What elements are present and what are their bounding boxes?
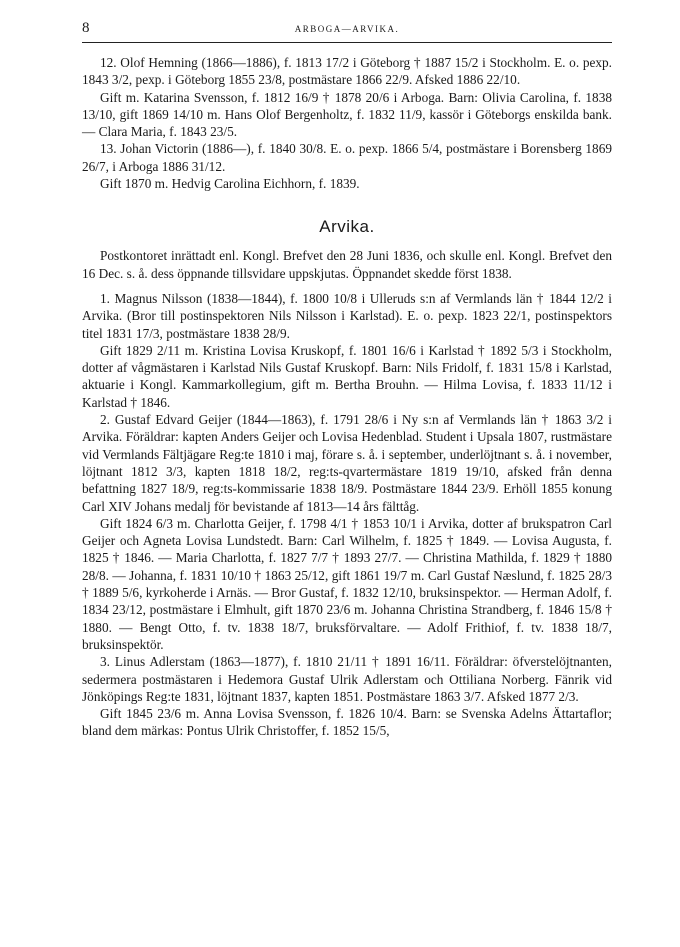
entry-paragraph: Gift 1829 2/11 m. Kristina Lovisa Kruskopf, f. 1801 16/6 i Karlstad † 1892 5/3 i Stockholm, dotter af vågmästaren i Karlstad Nils Gustaf Kruskopf. Barn: Nils Fridolf, f. 1831 15/8 i Karlstad, aktuarie i Kongl. Kammarkollegium, gift m. Bertha Brouhn. — Hilma Lovisa, f. 1833 11/12 i Karlstad † 1846. bbox=[82, 342, 612, 410]
entry-arvika-3 bbox=[82, 653, 612, 739]
entry-paragraph: Gift m. Katarina Svensson, f. 1812 16/9 † 1878 20/6 i Arboga. Barn: Olivia Carolina, f. 1838 13/10, gift 1869 14/10 m. Hans Olof Bergenholtz, f. 1832 11/9, kassör i Göteborgs enskilda bank. — Clara Maria, f. 1843 23/5. bbox=[82, 89, 612, 140]
page-number: 8 bbox=[82, 20, 90, 36]
entry-arvika-1 bbox=[82, 290, 612, 411]
section-heading: Arvika. bbox=[319, 217, 375, 237]
entry-paragraph: 13. Johan Victorin (1886—), f. 1840 30/8. E. o. pexp. 1866 5/4, postmästare i Borensberg 1869 26/7, i Arboga 1886 31/12. bbox=[82, 141, 612, 174]
entry-paragraph: Gift 1845 23/6 m. Anna Lovisa Svensson, f. 1826 10/4. Barn: se Svenska Adelns Ättartaflor; bland dem märkas: Pontus Ulrik Christoffer, f. 1852 15/5, bbox=[82, 706, 612, 739]
page bbox=[82, 22, 612, 740]
entry-paragraph: Gift 1824 6/3 m. Charlotta Geijer, f. 1798 4/1 † 1853 10/1 i Arvika, dotter af brukspatron Carl Geijer och Agneta Lovisa Lundstedt. Barn: Carl Wilhelm, f. 1825 † 1849. — Lovisa Augusta, f. 1825 † 1846. — Maria Charlotta, f. 1827 7/7 † 1893 27/7. — Christina Mathilda, f. 1829 † 1880 28/8. — Johanna, f. 1831 10/10 † 1863 25/12, gift 1861 19/7 m. Carl Gustaf Næslund, f. 1825 28/3 † 1889 5/6, kyrkoherde i Arnäs. — Bror Gustaf, f. 1832 12/10, bruksinspektor. — Herman Adolf, f. 1834 23/12, postmästare i Elmhult, gift 1870 23/6 m. Johanna Christina Strandberg, f. 1846 15/8 † 1880. — Bengt Otto, f. tv. 1838 18/7, bruksförvaltare. — Adolf Frithiof, f. tv. 1838 18/7, bruksinspektör. bbox=[82, 515, 612, 652]
running-title: ARBOGA—ARVIKA. bbox=[294, 24, 400, 34]
entry-paragraph: 12. Olof Hemning (1866—1886), f. 1813 17/2 i Göteborg † 1887 15/2 i Stockholm. E. o. pexp. 1843 3/2, pexp. i Göteborg 1855 23/8, postmästare 1866 22/9. Afsked 1886 22/10. bbox=[82, 55, 612, 88]
entry-12 bbox=[82, 54, 612, 140]
entry-arvika-2 bbox=[82, 411, 612, 653]
section-intro: Postkontoret inrättadt enl. Kongl. Brefvet den 28 Juni 1836, och skulle enl. Kongl. Brefvet den 16 Dec. s. å. dess öppnande tillsvidare uppskjutas. Öppnandet skedde först 1838. bbox=[82, 248, 612, 281]
entry-paragraph: 3. Linus Adlerstam (1863—1877), f. 1810 21/11 † 1891 16/11. Föräldrar: öfverstelöjtnanten, sedermera postmästaren i Hedemora Gustaf Ulrik Adlerstam och Ottiliana Norberg. Fänrik vid Jönköpings Reg:te 1831, löjtnant 1837, kapten 1851. Postmästare 1863 3/7. Afsked 1877 2/3. bbox=[82, 654, 612, 704]
entry-13 bbox=[82, 140, 612, 192]
entry-paragraph: 1. Magnus Nilsson (1838—1844), f. 1800 10/8 i Ulleruds s:n af Vermlands län † 1844 12/2 i Arvika. (Bror till postinspektoren Nils Nilsson i Karlstad). E. o. pexp. 1823 22/1, postinspektors titel 1831 17/3, postmästare 1838 28/9. bbox=[82, 290, 612, 341]
entry-paragraph: 2. Gustaf Edvard Geijer (1844—1863), f. 1791 28/6 i Ny s:n af Vermlands län † 1863 3/2 i Arvika. Föräldrar: kapten Anders Geijer och Lovisa Hedenblad. Student i Upsala 1807, rustmästare vid Vermlands Fältjägare Reg:te 1810 i maj, förare s. å. i september, underlöjtnant s. å. i november, löjtnant 1812 3/3, kapten 1818 18/2, reg:ts-qvartermästare 1819 19/10, afsked från denna befattning 1827 18/9, reg:ts-kommissarie 1838 18/9. Postmästare 1844 23/9. Erhöll 1855 konung Carl XIV Johans medalj för bevistande af 1813—14 års fälttåg. bbox=[82, 412, 612, 514]
entry-paragraph: Gift 1870 m. Hedvig Carolina Eichhorn, f. 1839. bbox=[100, 176, 360, 192]
page-header bbox=[82, 22, 612, 40]
